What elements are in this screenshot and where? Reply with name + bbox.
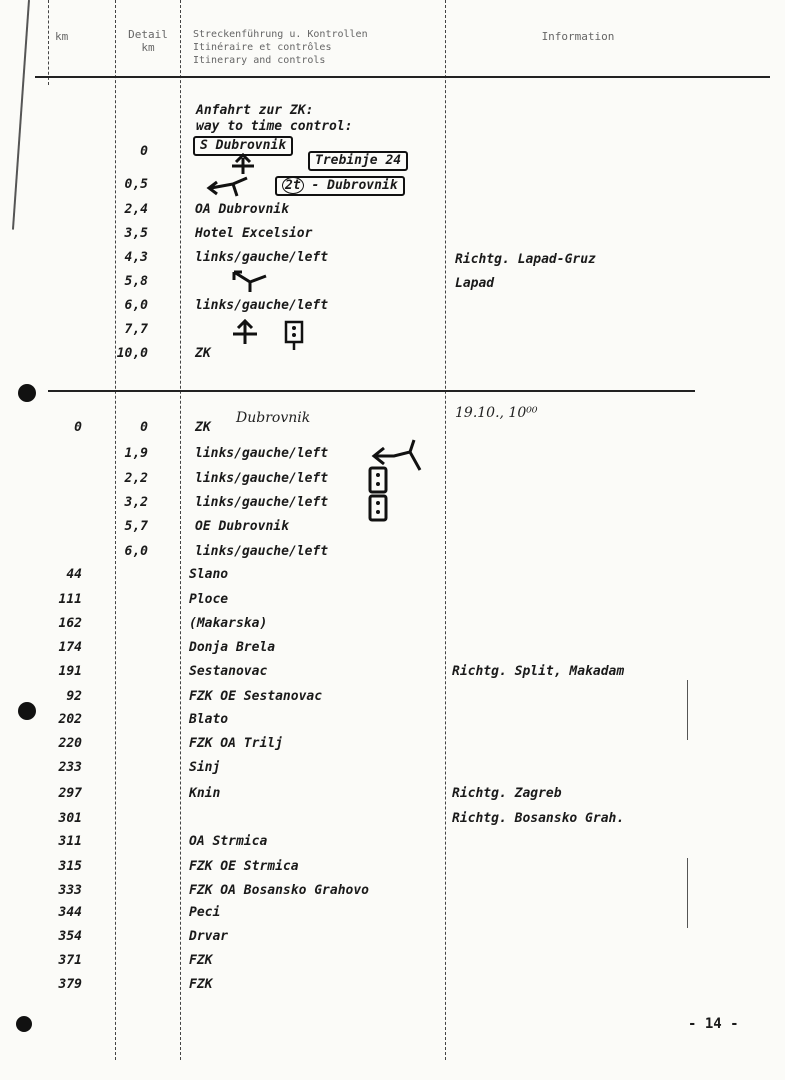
straight-arrow-icon — [228, 152, 258, 176]
stage-route-text: Knin — [189, 786, 221, 801]
approach-text-4: links/gauche/left — [195, 250, 329, 265]
approach-detail-3: 3,5 — [124, 226, 148, 241]
stage-route-text: links/gauche/left — [195, 544, 329, 559]
header-information: Information — [541, 30, 615, 43]
stage-route-text: FZK OE Sestanovac — [189, 689, 323, 704]
approach-detail-8: 10,0 — [116, 346, 148, 361]
sign-dubrovnik: S Dubrovnik — [193, 136, 293, 156]
stage-detail: 3,2 — [124, 495, 148, 510]
margin-mark — [687, 858, 688, 928]
header-detail-km: Detail km — [128, 28, 168, 54]
stage-route-text: ZK — [195, 420, 211, 435]
page-number: - 14 - — [688, 1016, 739, 1032]
stage-detail: 2,2 — [124, 471, 148, 486]
stage-info: Richtg. Bosansko Grah. — [452, 811, 625, 826]
approach-title-en: way to time control: — [196, 119, 353, 134]
stage-km: 311 — [58, 834, 82, 849]
stage-km: 344 — [58, 905, 82, 920]
sign-trebinje: Trebinje 24 — [308, 151, 408, 171]
stage-info: Richtg. Zagreb — [452, 786, 562, 801]
header-rule — [35, 76, 770, 78]
stage-route-text: Peci — [189, 905, 221, 920]
stage-detail: 0 — [140, 420, 148, 435]
handwritten-place: Dubrovnik — [236, 410, 311, 426]
approach-text-3: Hotel Excelsior — [195, 226, 313, 241]
stage-km: 233 — [58, 760, 82, 775]
approach-detail-6: 6,0 — [124, 298, 148, 313]
approach-info-4: Richtg. Lapad-Gruz — [455, 252, 596, 267]
column-divider — [180, 0, 181, 1060]
stage-route-text: Ploce — [189, 592, 229, 607]
stage-route-text: FZK OE Strmica — [189, 859, 299, 874]
stage-route-text: (Makarska) — [189, 616, 268, 631]
stage-km: 220 — [58, 736, 82, 751]
stage-route-text: links/gauche/left — [195, 446, 329, 461]
stage-km: 44 — [66, 567, 82, 582]
traffic-light-icon — [368, 494, 388, 522]
punch-hole — [16, 1016, 32, 1032]
stage-km: 92 — [66, 689, 82, 704]
stage-km: 301 — [58, 811, 82, 826]
approach-detail-2: 2,4 — [124, 202, 148, 217]
stage-km: 0 — [74, 420, 82, 435]
approach-text-6: links/gauche/left — [195, 298, 329, 313]
stage-route-text: OE Dubrovnik — [195, 519, 289, 534]
stage-km: 379 — [58, 977, 82, 992]
stage-info: Richtg. Split, Makadam — [452, 664, 625, 679]
header-km: km — [55, 30, 69, 43]
turn-left-arrow-icon — [203, 174, 247, 198]
traffic-light-icon — [284, 320, 304, 352]
approach-detail-0: 0 — [140, 144, 148, 159]
stage-route-text: links/gauche/left — [195, 495, 329, 510]
stage-detail: 1,9 — [124, 446, 148, 461]
route-number: 2t — [282, 177, 304, 194]
approach-detail-1: 0,5 — [124, 177, 148, 192]
header-route: Streckenführung u. Kontrollen Itinéraire et contrôles Itinerary and controls — [193, 29, 368, 66]
margin-stroke — [12, 0, 30, 230]
stage-km: 191 — [58, 664, 82, 679]
stage-km: 111 — [58, 592, 82, 607]
approach-detail-7: 7,7 — [124, 322, 148, 337]
stage-km: 202 — [58, 712, 82, 727]
stage-km: 162 — [58, 616, 82, 631]
stage-route-text: Drvar — [189, 929, 229, 944]
crossroad-straight-icon — [230, 318, 260, 346]
column-divider — [48, 0, 49, 85]
stage-km: 333 — [58, 883, 82, 898]
approach-title-de: Anfahrt zur ZK: — [196, 103, 314, 118]
stage-route-text: Sinj — [189, 760, 221, 775]
stage-km: 354 — [58, 929, 82, 944]
stage-km: 174 — [58, 640, 82, 655]
stage-route-text: FZK — [189, 953, 213, 968]
stage-route-text: FZK OA Trilj — [189, 736, 283, 751]
approach-text-8: ZK — [195, 346, 211, 361]
approach-detail-4: 4,3 — [124, 250, 148, 265]
punch-hole — [18, 702, 36, 720]
approach-detail-5: 5,8 — [124, 274, 148, 289]
stage-route-text: FZK — [189, 977, 213, 992]
stage-route-text: Slano — [189, 567, 229, 582]
traffic-light-icon — [368, 466, 388, 494]
punch-hole — [18, 384, 36, 402]
stage-route-text: links/gauche/left — [195, 471, 329, 486]
stage-route-text: OA Strmica — [189, 834, 268, 849]
stage-route-text: Donja Brela — [189, 640, 276, 655]
handwritten-time: 19.10., 10⁰⁰ — [455, 405, 538, 421]
section-rule — [48, 390, 695, 392]
sign-route-dubrovnik: 2t - Dubrovnik — [275, 176, 405, 196]
fork-arrow-icon — [230, 268, 270, 294]
stage-detail: 6,0 — [124, 544, 148, 559]
stage-route-text: Blato — [189, 712, 229, 727]
stage-km: 297 — [58, 786, 82, 801]
stage-km: 315 — [58, 859, 82, 874]
stage-route-text: FZK OA Bosansko Grahovo — [189, 883, 370, 898]
column-divider — [445, 0, 446, 1060]
stage-km: 371 — [58, 953, 82, 968]
approach-text-2: OA Dubrovnik — [195, 202, 289, 217]
margin-mark — [687, 680, 688, 740]
stage-route-text: Sestanovac — [189, 664, 268, 679]
approach-info-5: Lapad — [455, 276, 495, 291]
stage-detail: 5,7 — [124, 519, 148, 534]
